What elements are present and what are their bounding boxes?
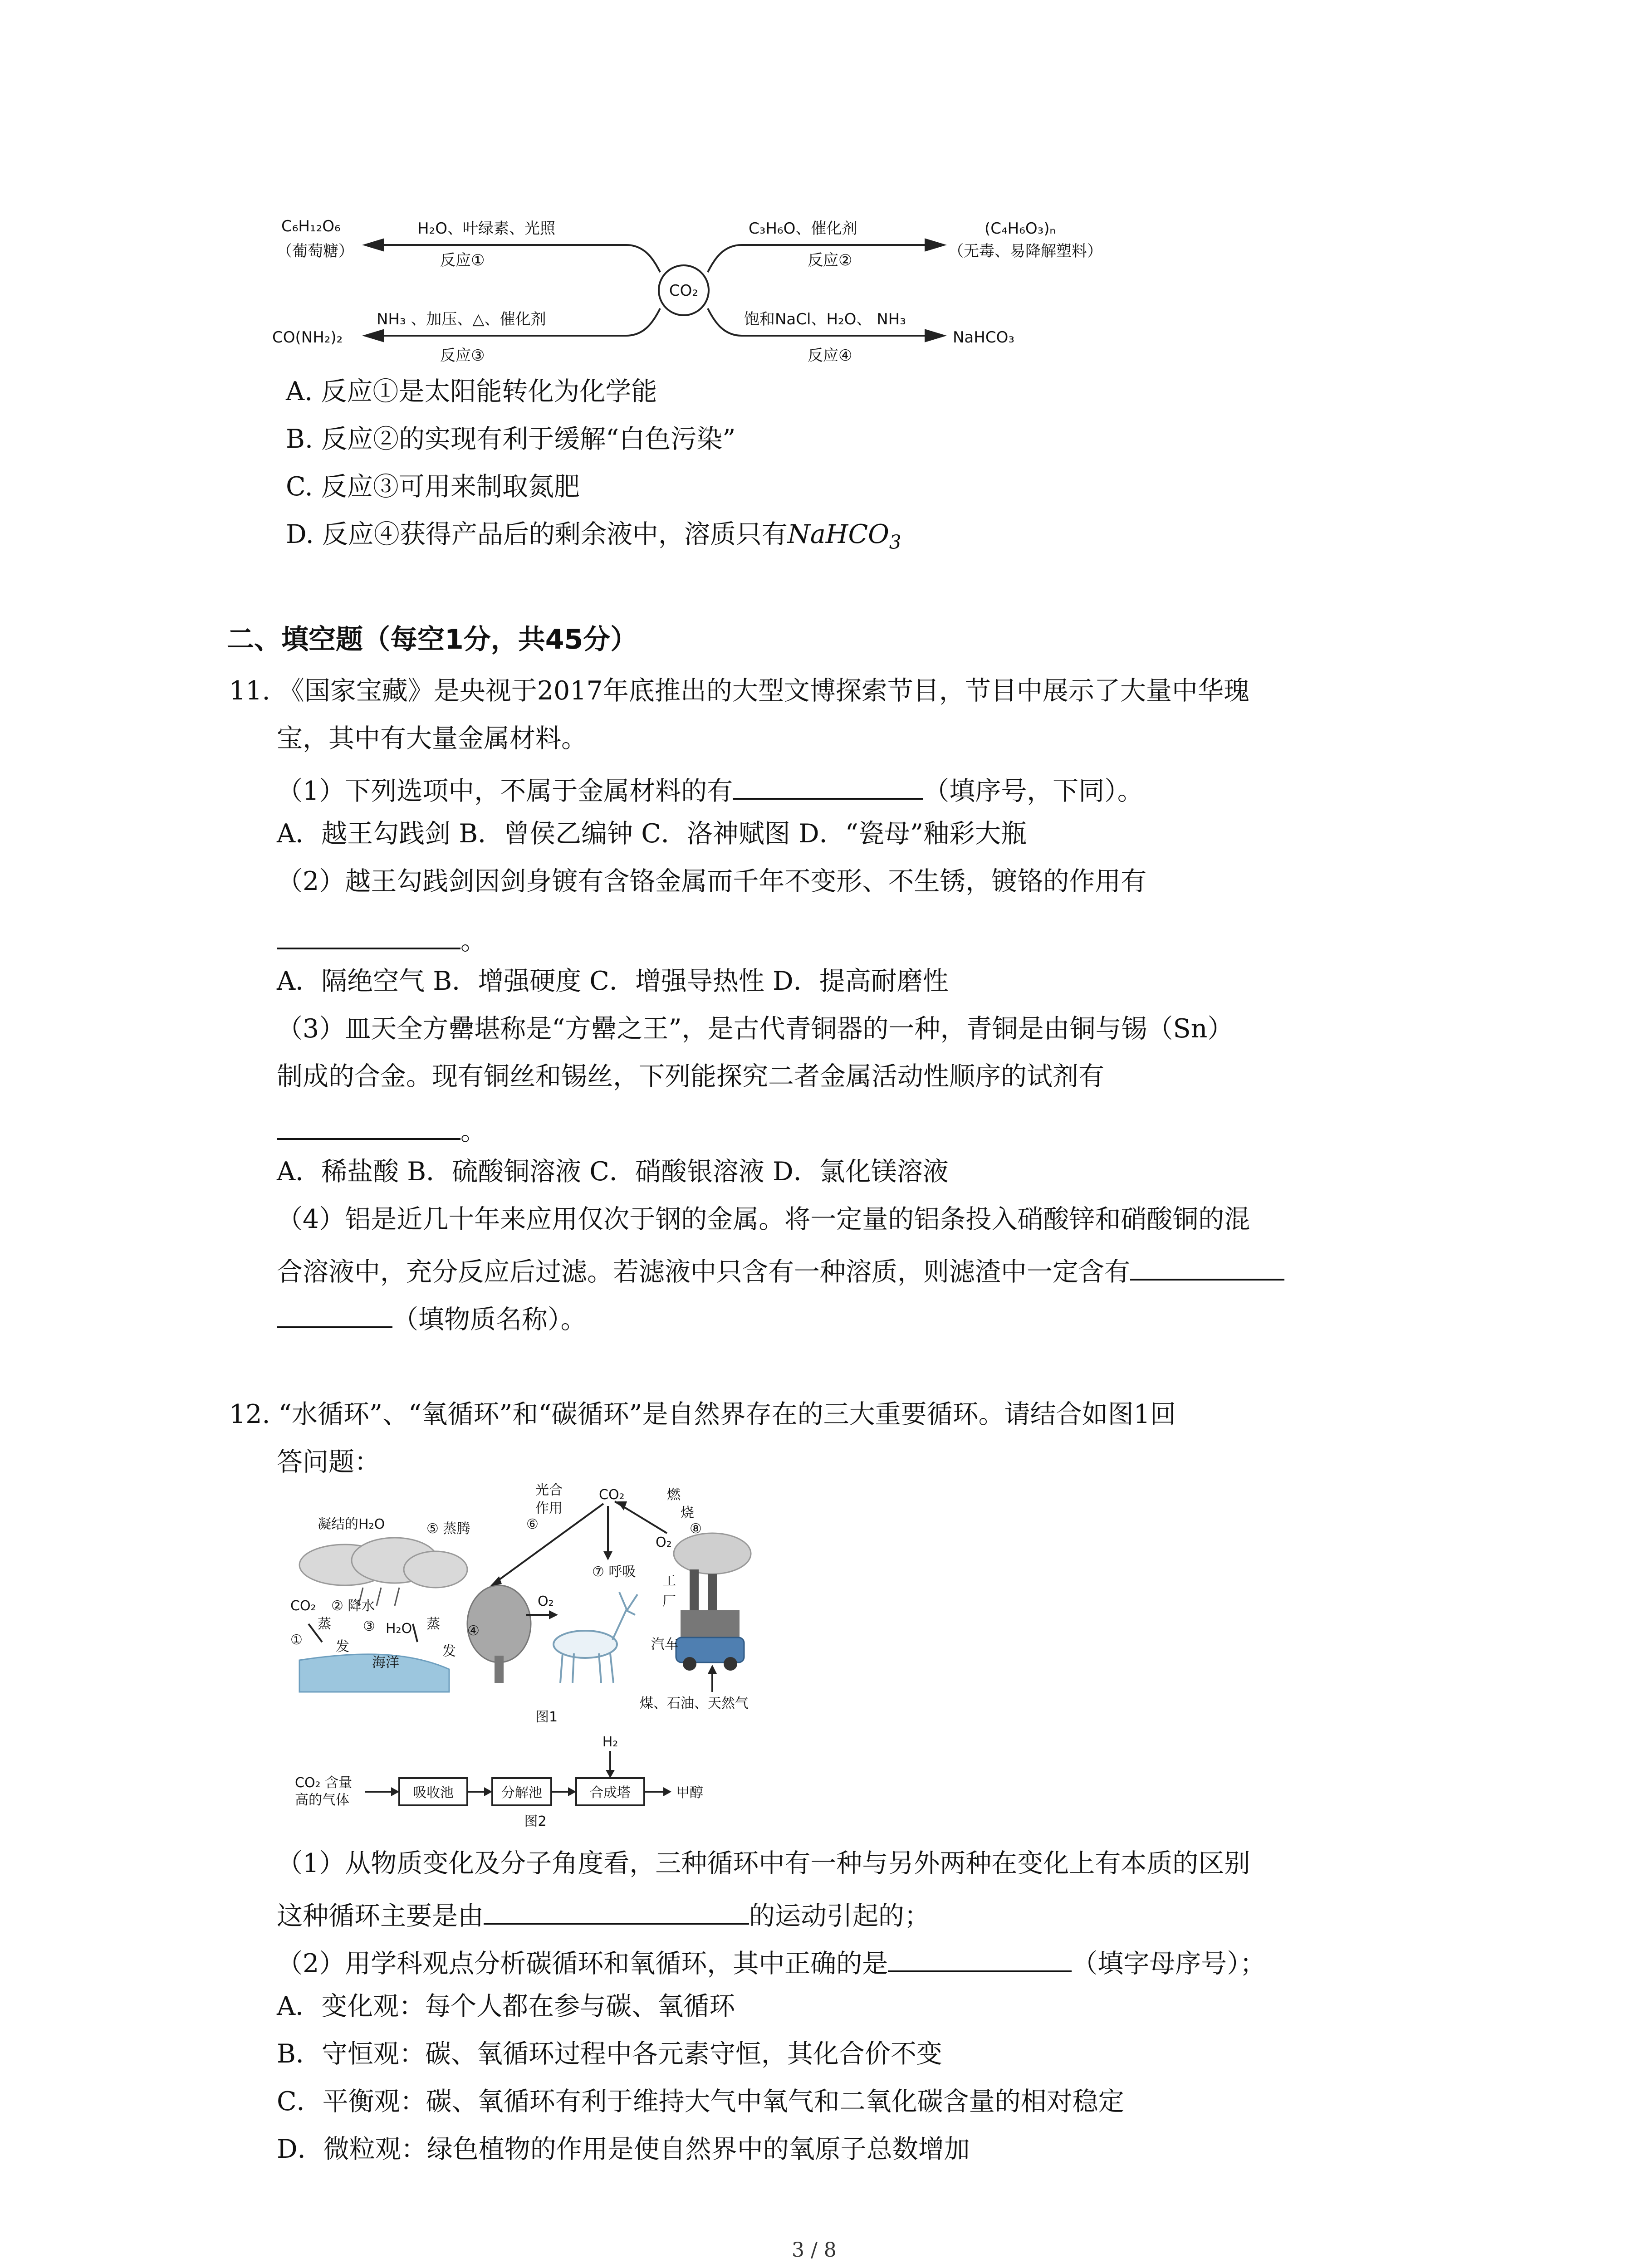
q12-option-b: B．守恒观：碳、氧循环过程中各元素守恒，其化合价不变 bbox=[277, 2039, 942, 2069]
q12-part1-prompt: 这种循环主要是由 bbox=[277, 1901, 484, 1931]
fig1-step2: ② 降水 bbox=[331, 1598, 375, 1614]
q10-option-c: C. 反应③可用来制取氮肥 bbox=[286, 472, 580, 502]
r2-product-note: （无毒、易降解塑料） bbox=[948, 242, 1102, 260]
q12-option-a: A．变化观：每个人都在参与碳、氧循环 bbox=[277, 1991, 735, 2021]
fig1-evap-b: 发 bbox=[336, 1639, 349, 1655]
q11-part3-line1: （3）皿天全方罍堪称是“方罍之王”，是古代青铜器的一种，青铜是由铜与锡（Sn） bbox=[277, 1014, 1234, 1044]
fig1-o2-b: O₂ bbox=[538, 1593, 554, 1609]
q11-part2-options: A．隔绝空气 B．增强硬度 C．增强导热性 D．提高耐磨性 bbox=[277, 966, 949, 996]
q12-part1-suffix: 的运动引起的； bbox=[749, 1901, 930, 1931]
q12-part1-line2 bbox=[277, 1898, 930, 1929]
co2-hub-label: CO₂ bbox=[669, 282, 699, 300]
q11-part2-blank-line bbox=[277, 923, 486, 954]
fig1-step8: ⑧ bbox=[690, 1521, 702, 1537]
fig2-box1: 吸收池 bbox=[413, 1785, 454, 1801]
car-shape bbox=[676, 1637, 744, 1671]
fig1-evap-c: 蒸 bbox=[426, 1616, 440, 1632]
fig1-step5: ⑤ 蒸腾 bbox=[426, 1521, 470, 1537]
answer-blank[interactable] bbox=[277, 923, 460, 949]
q12-option-c: C．平衡观：碳、氧循环有利于维持大气中氧气和二氧化碳含量的相对稳定 bbox=[277, 2087, 1124, 2116]
process-figure-2 bbox=[290, 1733, 744, 1837]
r1-product-note: （葡萄糖） bbox=[277, 242, 354, 260]
fig1-burn2: 烧 bbox=[681, 1505, 694, 1521]
section-heading: 二、填空题（每空1分，共45分） bbox=[227, 624, 638, 655]
fig1-car: 汽车 bbox=[651, 1637, 678, 1652]
fig2-box3: 合成塔 bbox=[590, 1785, 631, 1801]
fig1-h2o: H₂O bbox=[386, 1621, 412, 1637]
fig1-condensed: 凝结的H₂O bbox=[318, 1516, 385, 1532]
fig2-gas-line2: 高的气体 bbox=[295, 1792, 349, 1808]
r1-product: C₆H₁₂O₆ bbox=[281, 217, 341, 235]
fig1-ocean: 海洋 bbox=[372, 1655, 399, 1671]
answer-blank[interactable] bbox=[277, 1302, 392, 1328]
r3-condition: NH₃ 、加压、△、催化剂 bbox=[377, 310, 546, 328]
q11-part4-line3 bbox=[277, 1302, 587, 1333]
page-number: 3 / 8 bbox=[792, 2239, 837, 2262]
fig1-step3: ③ bbox=[363, 1618, 375, 1634]
r4-name: 反应④ bbox=[808, 347, 852, 365]
co2-reaction-diagram bbox=[272, 200, 1134, 372]
q11-part1-prompt: （1）下列选项中，不属于金属材料的有 bbox=[277, 776, 733, 806]
r3-product: CO(NH₂)₂ bbox=[272, 328, 343, 347]
q12-part2-prompt: （2）用学科观点分析碳循环和氧循环，其中正确的是 bbox=[277, 1949, 888, 1979]
q11-part4-suffix: （填物质名称）。 bbox=[392, 1305, 587, 1334]
fig1-co2-left: CO₂ bbox=[290, 1598, 316, 1614]
fig1-factory-a: 工 bbox=[662, 1573, 676, 1589]
q10-option-a: A. 反应①是太阳能转化为化学能 bbox=[286, 376, 657, 406]
factory-shape bbox=[674, 1533, 751, 1637]
fig2-h2: H₂ bbox=[602, 1734, 618, 1750]
q11-part2: （2）越王勾践剑因剑身镀有含铬金属而千年不变形、不生锈，镀铬的作用有 bbox=[277, 866, 1147, 896]
q11-part4-line2 bbox=[277, 1254, 1284, 1285]
q10-option-d-subscript: 3 bbox=[889, 531, 901, 553]
q11-part3-blank-line bbox=[277, 1114, 486, 1144]
r1-name: 反应① bbox=[440, 251, 485, 269]
fig1-co2-top: CO₂ bbox=[599, 1487, 625, 1503]
q11-line1: 11. 《国家宝藏》是央视于2017年底推出的大型文博探索节目，节目中展示了大量中华瑰 bbox=[229, 676, 1249, 706]
q12-part2-suffix: （填字母序号）； bbox=[1072, 1949, 1266, 1979]
fig1-factory-b: 厂 bbox=[662, 1593, 676, 1609]
q11-part1-options: A．越王勾践剑 B．曾侯乙编钟 C．洛神赋图 D．“瓷母”釉彩大瓶 bbox=[277, 819, 1027, 849]
fig1-fuels: 煤、石油、天然气 bbox=[640, 1696, 749, 1711]
q10-option-b: B. 反应②的实现有利于缓解“白色污染” bbox=[286, 424, 736, 454]
q11-part1-suffix: （填序号，下同）。 bbox=[923, 776, 1143, 806]
fig1-o2-a: O₂ bbox=[656, 1535, 672, 1550]
r4-condition: 饱和NaCl、H₂O、 NH₃ bbox=[744, 310, 906, 328]
q11-line2: 宝，其中有大量金属材料。 bbox=[277, 723, 587, 753]
q12-part2 bbox=[277, 1946, 1266, 1977]
r4-product: NaHCO₃ bbox=[953, 328, 1014, 347]
answer-blank[interactable] bbox=[733, 773, 923, 800]
fig1-burn: 燃 bbox=[667, 1487, 681, 1503]
r2-name: 反应② bbox=[808, 251, 852, 269]
answer-blank[interactable] bbox=[888, 1946, 1072, 1972]
q11-part4-prompt: 合溶液中，充分反应后过滤。若滤液中只含有一种溶质，则滤渣中一定含有 bbox=[277, 1257, 1130, 1287]
q12-line2: 答问题： bbox=[277, 1447, 380, 1477]
r1-condition: H₂O、叶绿素、光照 bbox=[417, 220, 555, 238]
fig1-step7: ⑦ 呼吸 bbox=[592, 1564, 636, 1580]
fig1-evap-a: 蒸 bbox=[318, 1616, 331, 1632]
fig1-step4: ④ bbox=[467, 1623, 480, 1639]
fig2-box2: 分解池 bbox=[501, 1785, 542, 1801]
q12-option-d: D．微粒观：绿色植物的作用是使自然界中的氧原子总数增加 bbox=[277, 2134, 970, 2164]
q11-part4-line1: （4）铝是近几十年来应用仅次于钢的金属。将一定量的铝条投入硝酸锌和硝酸铜的混 bbox=[277, 1204, 1250, 1234]
fig1-step1: ① bbox=[290, 1632, 303, 1648]
answer-blank[interactable] bbox=[1130, 1254, 1284, 1281]
fig2-gas-line1: CO₂ 含量 bbox=[295, 1775, 353, 1791]
answer-blank[interactable] bbox=[484, 1898, 749, 1925]
r2-condition: C₃H₆O、催化剂 bbox=[749, 220, 857, 238]
fig1-caption: 图1 bbox=[535, 1709, 558, 1725]
r3-name: 反应③ bbox=[440, 347, 485, 365]
q11-part3-line2: 制成的合金。现有铜丝和锡丝，下列能探究二者金属活动性顺序的试剂有 bbox=[277, 1061, 1104, 1091]
cycle-figure-1 bbox=[290, 1479, 798, 1728]
fig2-product: 甲醇 bbox=[676, 1785, 703, 1801]
q12-line1: 12. “水循环”、“氧循环”和“碳循环”是自然界存在的三大重要循环。请结合如图1回 bbox=[229, 1399, 1176, 1429]
q10-option-d-formula: NaHCO bbox=[787, 519, 889, 549]
fig2-caption: 图2 bbox=[524, 1813, 547, 1829]
q11-part1 bbox=[277, 773, 1143, 804]
cloud-shape bbox=[299, 1538, 467, 1588]
q10-option-d-text: D. 反应④获得产品后的剩余液中，溶质只有 bbox=[286, 519, 788, 549]
q12-part1-line1: （1）从物质变化及分子角度看，三种循环中有一种与另外两种在变化上有本质的区别 bbox=[277, 1848, 1250, 1878]
q11-part2-end: 。 bbox=[460, 926, 486, 956]
fig1-step6: ⑥ bbox=[526, 1516, 539, 1532]
deer-shape bbox=[554, 1592, 637, 1683]
answer-blank[interactable] bbox=[277, 1114, 460, 1140]
r2-product: (C₄H₆O₃)ₙ bbox=[985, 220, 1056, 238]
fig1-evap-d: 发 bbox=[442, 1643, 456, 1659]
q10-option-d bbox=[286, 519, 901, 553]
q11-part3-options: A．稀盐酸 B．硫酸铜溶液 C．硝酸银溶液 D．氯化镁溶液 bbox=[277, 1157, 949, 1187]
q11-part3-end: 。 bbox=[460, 1116, 486, 1146]
fig1-photo2: 作用 bbox=[535, 1501, 563, 1516]
fig1-photo: 光合 bbox=[535, 1482, 563, 1498]
